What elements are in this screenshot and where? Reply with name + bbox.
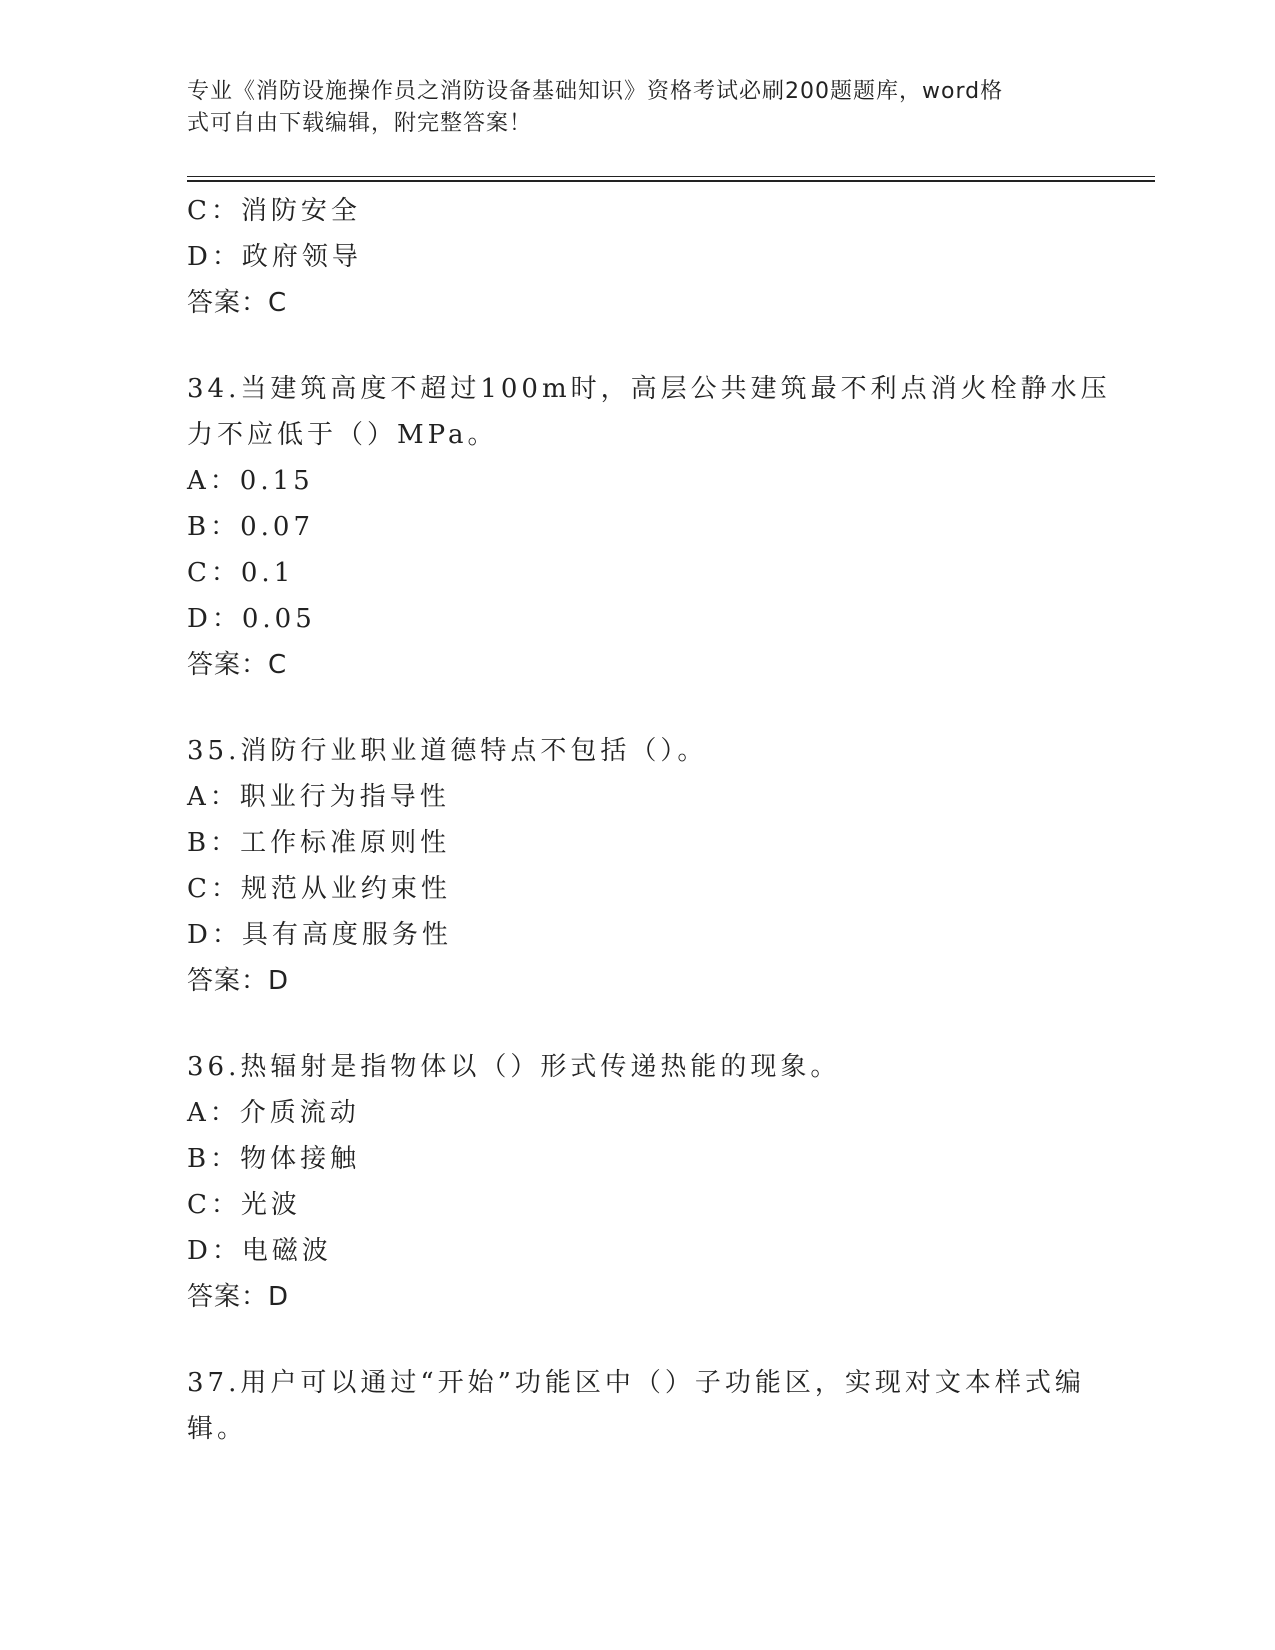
question-block xyxy=(187,1360,1087,1452)
option-c: C：0.1 xyxy=(187,558,295,588)
option-d: D：具有高度服务性 xyxy=(187,920,452,950)
option-b: B：物体接触 xyxy=(187,1144,361,1174)
option-b: B：工作标准原则性 xyxy=(187,828,451,858)
question-block xyxy=(187,728,1087,1004)
option-a: A：介质流动 xyxy=(187,1098,360,1128)
question-text-line-1: 36.热辐射是指物体以（）形式传递热能的现象。 xyxy=(187,1052,841,1082)
option-c: C：光波 xyxy=(187,1190,301,1220)
option-b: B：0.07 xyxy=(187,512,314,542)
question-text-line-1: 37.用户可以通过“开始”功能区中（）子功能区，实现对文本样式编 xyxy=(187,1368,1085,1398)
header-rule-thin xyxy=(187,176,1155,177)
header-rule-thick xyxy=(187,180,1155,182)
answer-line: 答案：D xyxy=(187,1282,290,1312)
question-block xyxy=(187,366,1111,688)
question-text-line-2: 力不应低于（）MPa。 xyxy=(187,420,498,450)
question-list xyxy=(187,188,1111,1452)
option-c: C：规范从业约束性 xyxy=(187,874,451,904)
question-block xyxy=(187,188,1087,326)
option-d: D：政府领导 xyxy=(187,242,362,272)
document-header xyxy=(187,76,1067,140)
answer-line: 答案：C xyxy=(187,650,288,680)
question-text-line-1: 35.消防行业职业道德特点不包括（）。 xyxy=(187,736,708,766)
option-a: A：职业行为指导性 xyxy=(187,782,450,812)
header-line-1: 专业《消防设施操作员之消防设备基础知识》资格考试必刷200题题库，word格 xyxy=(187,79,1004,104)
question-text-line-1: 34.当建筑高度不超过100m时，高层公共建筑最不利点消火栓静水压 xyxy=(187,374,1111,404)
question-block xyxy=(187,1044,1087,1320)
option-a: A：0.15 xyxy=(187,466,314,496)
option-d: D：电磁波 xyxy=(187,1236,332,1266)
header-line-2: 式可自由下载编辑，附完整答案！ xyxy=(187,111,533,136)
option-c: C：消防安全 xyxy=(187,196,361,226)
answer-line: 答案：D xyxy=(187,966,290,996)
answer-line: 答案：C xyxy=(187,288,288,318)
option-d: D：0.05 xyxy=(187,604,316,634)
question-text-line-2: 辑。 xyxy=(187,1414,248,1444)
